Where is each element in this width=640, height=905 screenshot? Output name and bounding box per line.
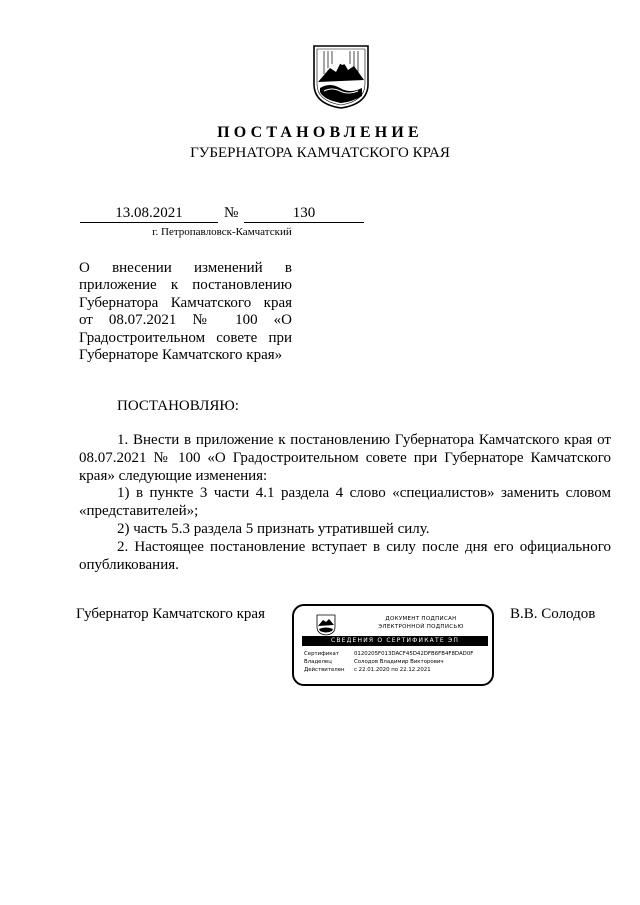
document-title: ПОСТАНОВЛЕНИЕ [217, 124, 423, 141]
signer-name: В.В. Солодов [510, 606, 596, 622]
stamp-row-label: Владелец [304, 659, 332, 665]
body-paragraph: 1. Внести в приложение к постановлению Губернатора Камчатского края от 08.07.2021 № 100 «О Градостроительном совете при Губернаторе Камчатского края» следующие изменения: [79, 432, 611, 484]
stamp-row-label: Сертификат [304, 651, 339, 657]
stamp-row [304, 659, 444, 665]
stamp-header [356, 615, 486, 631]
coat-of-arms-icon [312, 44, 370, 110]
signer-title: Губернатор Камчатского края [76, 606, 265, 622]
document-city: г. Петропавловск-Камчатский [152, 226, 292, 238]
stamp-row-value: Солодов Владимир Викторович [354, 659, 444, 665]
digital-signature-stamp [292, 604, 494, 686]
number-underline [244, 222, 364, 223]
stamp-row [304, 667, 431, 673]
date-underline [80, 222, 218, 223]
stamp-emblem-icon [316, 614, 336, 636]
document-body [79, 432, 611, 574]
stamp-row-label: Действителен [304, 667, 345, 673]
stamp-row-value: с 22.01.2020 по 22.12.2021 [354, 667, 431, 673]
body-paragraph: 2) часть 5.3 раздела 5 признать утратившей силу. [117, 520, 430, 537]
document-number: 130 [292, 205, 316, 221]
stamp-header-line: ЭЛЕКТРОННОЙ ПОДПИСЬЮ [378, 624, 464, 630]
document-date: 13.08.2021 [115, 205, 183, 221]
stamp-row-value: 0120205F013DACF45D42DFB6FB4F8DAD0F [354, 651, 474, 657]
body-paragraph: 2. Настоящее постановление вступает в силу после дня его официального опубликования. [79, 538, 611, 573]
stamp-row [304, 651, 473, 657]
stamp-certificate-bar: СВЕДЕНИЯ О СЕРТИФИКАТЕ ЭП [302, 636, 488, 646]
number-sign: № [224, 205, 239, 221]
document-issuer: ГУБЕРНАТОРА КАМЧАТСКОГО КРАЯ [190, 145, 450, 161]
body-paragraph: 1) в пункте 3 части 4.1 раздела 4 слово «специалистов» заменить словом «представителей»; [79, 485, 611, 520]
stamp-header-line: ДОКУМЕНТ ПОДПИСАН [385, 616, 457, 622]
decree-word: ПОСТАНОВЛЯЮ: [117, 398, 239, 414]
document-subject: О внесении изменений в приложение к постановлению Губернатора Камчатского края от 08.07.2021 № 100 «О Градостроительном совете при Губернаторе Камчатского края» [79, 260, 292, 364]
